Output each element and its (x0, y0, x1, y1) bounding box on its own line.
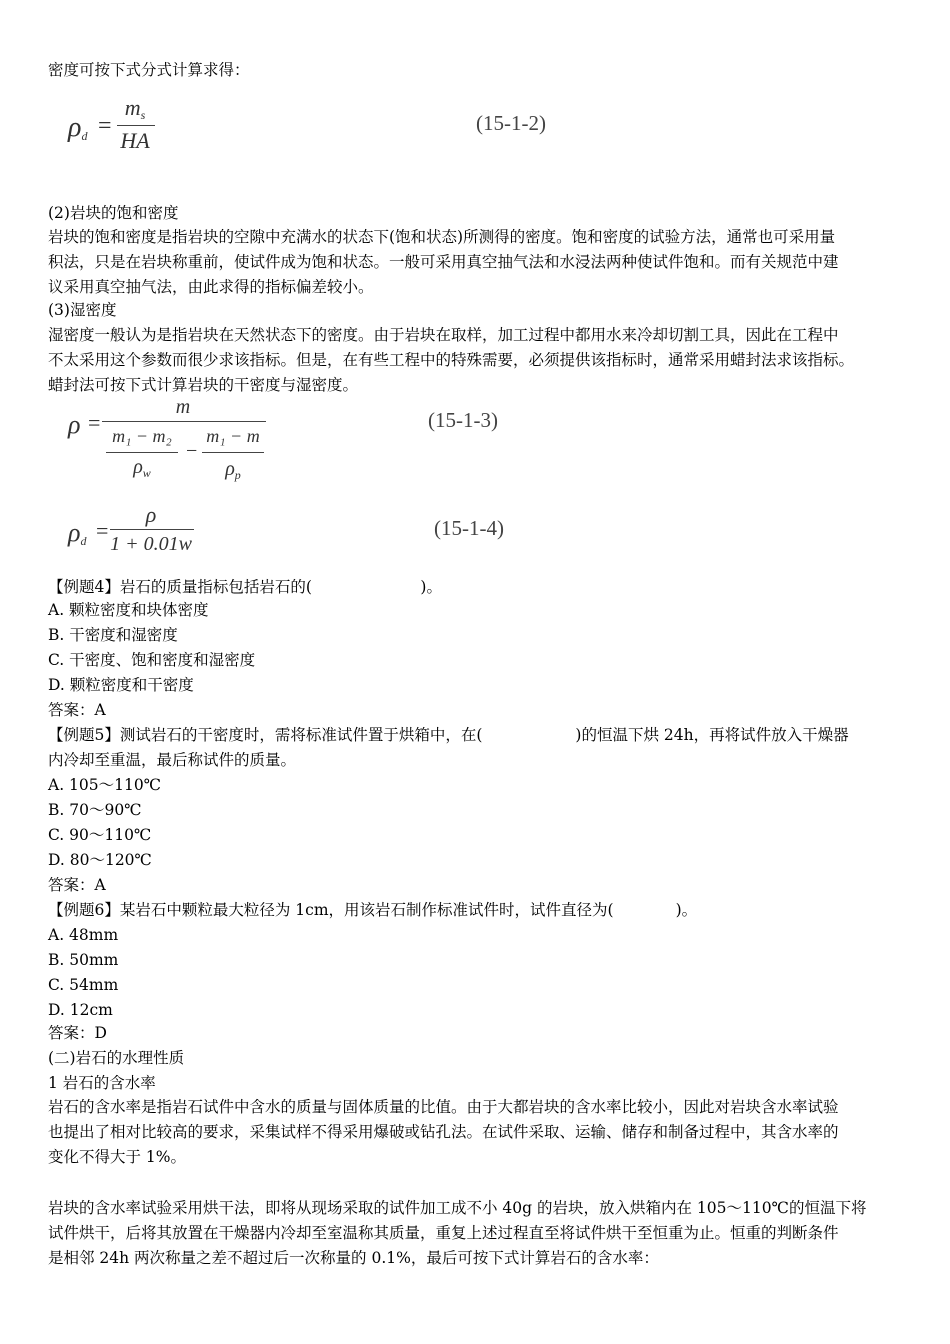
text-line: 岩块的含水率试验采用烘干法，即将从现场采取的试件加工成不小 40g 的岩块，放入烘箱内在 105～110℃的恒温下将 (48, 1199, 867, 1217)
fraction-bar (202, 452, 264, 453)
option-c: C. 90～110℃ (48, 826, 152, 844)
option-a: A. 颗粒密度和块体密度 (48, 601, 209, 619)
option-b: B. 干密度和湿密度 (48, 626, 178, 644)
section-heading: (二)岩石的水理性质 (48, 1049, 185, 1067)
formula-lhs: ρ (68, 112, 82, 143)
answer: 答案：D (48, 1024, 107, 1042)
option-c: C. 干密度、饱和密度和湿密度 (48, 651, 256, 669)
option-c: C. 54mm (48, 976, 119, 994)
text-line: 内冷却至重温，最后称试件的质量。 (48, 751, 297, 769)
text-line: 不太采用这个参数而很少求该指标。但是，在有些工程中的特殊需要，必须提供该指标时，通常采用蜡封法求该指标。 (48, 351, 855, 369)
text-line: 岩块的饱和密度是指岩块的空隙中充满水的状态下(饱和状态)所测得的密度。饱和密度的试验方法，通常也可采用量 (48, 228, 836, 246)
section-heading: (2)岩块的饱和密度 (48, 204, 179, 222)
option-b: B. 70～90℃ (48, 801, 142, 819)
option-d: D. 12cm (48, 1001, 113, 1019)
fraction-bar (102, 421, 266, 422)
text-line: 湿密度一般认为是指岩块在天然状态下的密度。由于岩块在取样，加工过程中都用水来冷却切割工具，因此在工程中 (48, 326, 839, 344)
answer: 答案：A (48, 701, 106, 719)
answer: 答案：A (48, 876, 106, 894)
equation-number: (15-1-3) (428, 408, 498, 432)
text-line: 是相邻 24h 两次称量之差不超过后一次称量的 0.1%，最后可按下式计算岩石的含水率： (48, 1249, 659, 1267)
text-line: 试件烘干，后将其放置在干燥器内冷却至室温称其质量，重复上述过程直至将试件烘干至恒重为止。恒重的判断条件 (48, 1224, 839, 1242)
fraction-bar (106, 452, 178, 453)
text-line: 蜡封法可按下式计算岩块的干密度与湿密度。 (48, 376, 359, 394)
section-heading: (3)湿密度 (48, 301, 117, 319)
text-line: 积法，只是在岩块称重前，使试件成为饱和状态。一般可采用真空抽气法和水浸法两种使试件饱和。而有关规范中建 (48, 253, 839, 271)
option-a: A. 48mm (48, 926, 119, 944)
subsection-heading: 1 岩石的含水率 (48, 1074, 156, 1092)
option-b: B. 50mm (48, 951, 119, 969)
option-d: D. 颗粒密度和干密度 (48, 676, 194, 694)
option-d: D. 80～120℃ (48, 851, 152, 869)
option-a: A. 105～110℃ (48, 776, 162, 794)
question-6: 【例题6】某岩石中颗粒最大粒径为 1cm，用该岩石制作标准试件时，试件直径为( )。 (48, 901, 698, 919)
text-line: 议采用真空抽气法，由此求得的指标偏差较小。 (48, 278, 374, 296)
question-5: 【例题5】测试岩石的干密度时，需将标准试件置于烘箱中，在( )的恒温下烘 24h，再将试件放入干燥器 (48, 726, 849, 744)
fraction-bar (117, 125, 155, 126)
equation-number: (15-1-2) (476, 111, 546, 135)
text-line: 密度可按下式分式计算求得： (48, 61, 250, 79)
text-line: 也提出了相对比较高的要求，采集试样不得采用爆破或钻孔法。在试件采取、运输、储存和制备过程中，其含水率的 (48, 1123, 839, 1141)
fraction-bar (110, 529, 194, 530)
text-line: 变化不得大于 1%。 (48, 1148, 187, 1166)
text-line: 岩石的含水率是指岩石试件中含水的质量与固体质量的比值。由于大都岩块的含水率比较小，因此对岩块含水率试验 (48, 1098, 839, 1116)
question-4: 【例题4】岩石的质量指标包括岩石的( )。 (48, 578, 442, 596)
equation-number: (15-1-4) (434, 516, 504, 540)
